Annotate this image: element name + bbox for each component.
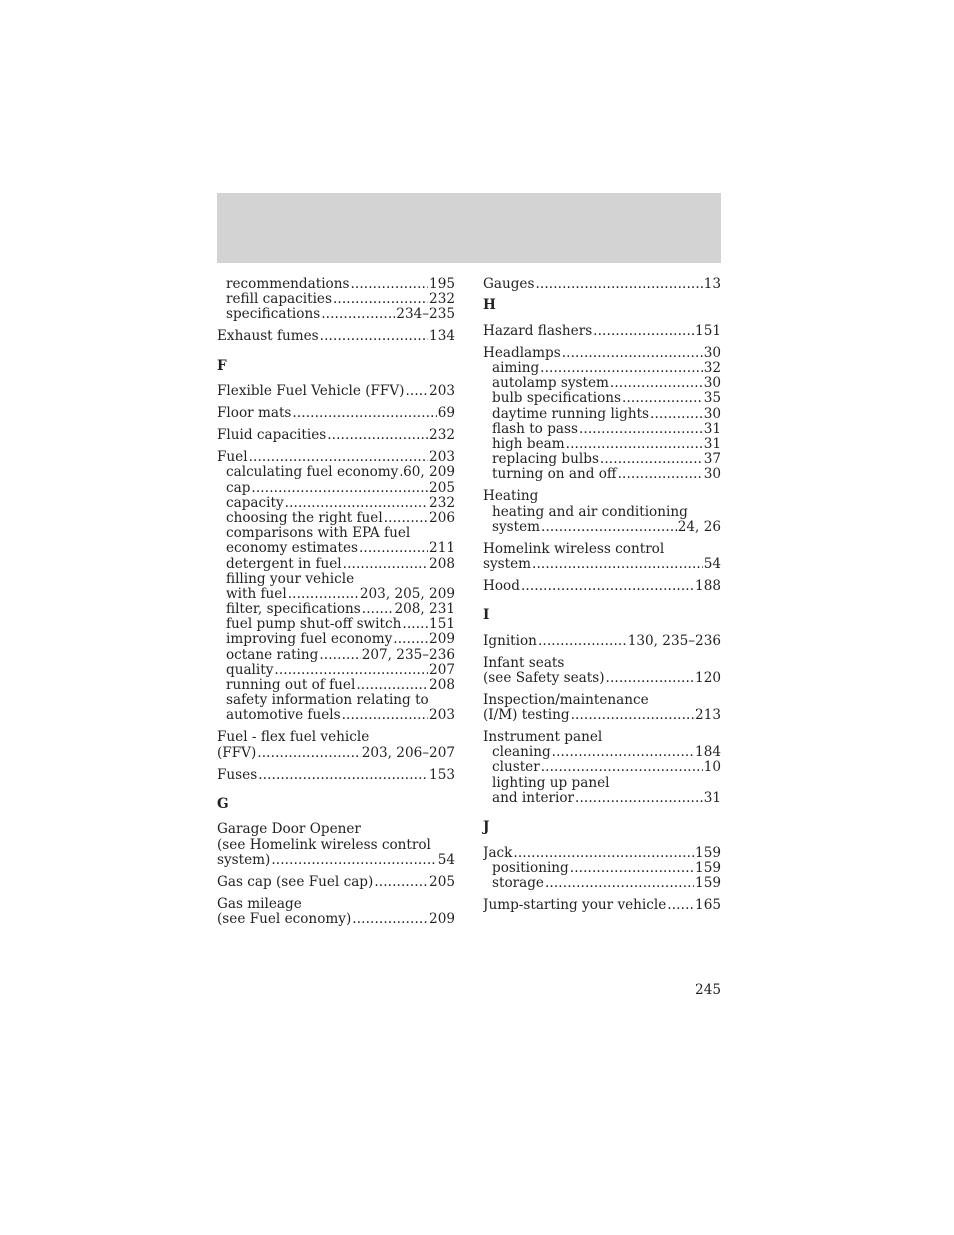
index-term: Gas mileage [217, 896, 302, 912]
index-entry [483, 730, 721, 806]
index-entry [217, 384, 455, 399]
index-entry [483, 634, 721, 649]
page-ref: 207, 235–236 [361, 647, 455, 663]
page-ref: 159 [695, 845, 721, 861]
index-line [483, 861, 721, 876]
index-term: Gas cap (see Fuel cap) [217, 874, 374, 890]
page-ref: 31 [703, 421, 721, 437]
index-line [217, 853, 455, 868]
index-entry [217, 450, 455, 723]
dot-leader [362, 602, 394, 617]
index-term: daytime running lights [492, 406, 650, 422]
page-ref: 30 [703, 406, 721, 422]
page-ref: 207 [429, 662, 455, 678]
index-term: Instrument panel [483, 730, 603, 746]
index-term: and interior [492, 790, 575, 806]
dot-leader [552, 745, 694, 760]
index-term: recommendations [226, 277, 350, 292]
index-line [483, 324, 721, 339]
index-line [483, 407, 721, 422]
dot-leader [618, 467, 703, 482]
index-term: Fluid capacities [217, 428, 327, 444]
dot-leader [566, 437, 703, 452]
index-line [217, 428, 455, 443]
dot-leader [593, 324, 694, 339]
dot-leader [579, 422, 703, 437]
index-line [217, 541, 455, 556]
index-line [483, 579, 721, 594]
page-ref: 10 [703, 760, 721, 776]
dot-leader [258, 768, 428, 783]
dot-leader [650, 407, 703, 422]
dot-leader [257, 746, 360, 761]
page-ref: 184 [695, 745, 721, 761]
index-term: Exhaust fumes [217, 329, 319, 345]
index-line [483, 671, 721, 686]
index-term: Inspection/maintenance [483, 692, 649, 708]
section-letter: H [483, 297, 496, 314]
page-ref: 232 [429, 428, 455, 444]
page-ref: 54 [437, 852, 455, 868]
index-term: comparisons with EPA fuel [226, 526, 411, 542]
page-ref: 205 [429, 480, 455, 496]
index-entry [483, 489, 721, 535]
index-term: Headlamps [483, 345, 561, 361]
index-term: heating and air conditioning [492, 504, 688, 520]
dot-leader [356, 678, 428, 693]
page-ref: 130, 235–236 [627, 633, 721, 649]
index-line [217, 693, 455, 708]
page-ref: 203 [429, 708, 455, 724]
index-term: quality [226, 662, 274, 678]
index-line [483, 708, 721, 723]
page-ref: 151 [429, 617, 455, 633]
index-term: cleaning [492, 745, 551, 761]
index-line [217, 465, 455, 480]
index-term: Floor mats [217, 406, 292, 422]
index-line [483, 467, 721, 482]
dot-leader [540, 361, 703, 376]
index-term: (see Fuel economy) [217, 911, 352, 927]
index-term: refill capacities [226, 292, 332, 308]
dot-leader [667, 898, 694, 913]
page-ref: 213 [695, 708, 721, 724]
page-ref: 232 [429, 292, 455, 308]
index-line [217, 406, 455, 421]
dot-leader [288, 587, 359, 602]
dot-leader [352, 912, 428, 927]
index-term: Fuel - flex fuel vehicle [217, 730, 370, 746]
index-entry [483, 898, 721, 913]
page-ref: 60, 209 [403, 465, 455, 481]
index-line [217, 526, 455, 541]
index-term: storage [492, 876, 544, 892]
index-entry [217, 277, 455, 323]
index-entry [217, 329, 455, 344]
index-line [217, 708, 455, 723]
page-ref: 206 [429, 510, 455, 526]
page-ref: 165 [695, 898, 721, 914]
index-term: lighting up panel [492, 775, 610, 791]
index-column-right [483, 277, 721, 913]
index-line [217, 768, 455, 783]
index-term: detergent in fuel [226, 556, 342, 572]
index-entry [217, 768, 455, 783]
index-entry [217, 875, 455, 890]
index-line [217, 875, 455, 890]
index-line [217, 678, 455, 693]
dot-leader [292, 406, 436, 421]
index-term: filling your vehicle [226, 571, 355, 587]
index-line [217, 602, 455, 617]
page-number: 245 [695, 982, 721, 998]
index-term: high beam [492, 436, 565, 452]
index-line [217, 897, 455, 912]
index-line [483, 391, 721, 406]
dot-leader [319, 648, 360, 663]
index-line [217, 838, 455, 853]
index-term: (FFV) [217, 745, 257, 761]
index-term: autolamp system [492, 376, 609, 392]
dot-leader [571, 708, 694, 723]
dot-leader [575, 791, 703, 806]
dot-leader [333, 292, 428, 307]
dot-leader [342, 708, 428, 723]
index-term: Ignition [483, 633, 537, 649]
page-ref: 234–235 [396, 307, 455, 323]
page-ref: 69 [437, 406, 455, 422]
index-entry [483, 579, 721, 594]
dot-leader [321, 307, 395, 322]
index-line [483, 730, 721, 745]
index-term: bulb specifications [492, 391, 622, 407]
index-line [483, 277, 721, 292]
index-line [483, 376, 721, 391]
index-line [483, 898, 721, 913]
index-term: octane rating [226, 647, 319, 663]
dot-leader [343, 557, 428, 572]
index-entry [483, 693, 721, 723]
page-ref: 31 [703, 436, 721, 452]
dot-leader [374, 875, 428, 890]
index-line [217, 307, 455, 322]
page-ref: 203, 205, 209 [359, 586, 455, 602]
index-line [483, 634, 721, 649]
index-term: Garage Door Opener [217, 822, 361, 838]
page-ref: 208, 231 [394, 602, 455, 618]
index-line [483, 846, 721, 861]
index-entry [217, 730, 455, 760]
dot-leader [521, 579, 694, 594]
page-ref: 153 [429, 767, 455, 783]
index-line [483, 791, 721, 806]
dot-leader [606, 671, 695, 686]
page-ref: 159 [695, 860, 721, 876]
index-line [483, 776, 721, 791]
page-ref: 203 [429, 450, 455, 466]
page-ref: 205 [429, 874, 455, 890]
section-letter: I [483, 607, 490, 624]
index-line [483, 876, 721, 891]
index-term: aiming [492, 361, 540, 377]
index-term: system) [217, 852, 271, 868]
page-ref: 35 [703, 391, 721, 407]
index-line [217, 572, 455, 587]
index-term: system [492, 519, 541, 535]
dot-leader [384, 511, 428, 526]
index-line [217, 481, 455, 496]
index-term: system [483, 556, 532, 572]
index-term: calculating fuel economy [226, 465, 399, 481]
index-line [217, 329, 455, 344]
index-line [483, 452, 721, 467]
index-term: positioning [492, 860, 569, 876]
dot-leader [513, 846, 694, 861]
index-entry [217, 428, 455, 443]
page-ref: 32 [703, 361, 721, 377]
index-term: turning on and off [492, 467, 617, 483]
dot-leader [359, 541, 428, 556]
index-term: flash to pass [492, 421, 578, 437]
dot-leader [532, 557, 703, 572]
index-line [483, 346, 721, 361]
dot-leader [271, 853, 436, 868]
index-line [483, 542, 721, 557]
page-ref: 151 [695, 323, 721, 339]
index-term: improving fuel economy [226, 632, 393, 648]
index-line [217, 617, 455, 632]
dot-leader [562, 346, 703, 361]
dot-leader [405, 384, 428, 399]
page-ref: 209 [429, 632, 455, 648]
page-ref: 208 [429, 556, 455, 572]
index-line [217, 292, 455, 307]
index-line [483, 422, 721, 437]
index-entry [483, 542, 721, 572]
index-term: Gauges [483, 277, 535, 292]
dot-leader [320, 329, 428, 344]
index-term: Infant seats [483, 655, 565, 671]
page-ref: 37 [703, 452, 721, 468]
index-term: safety information relating to [226, 693, 429, 709]
index-term: fuel pump shut-off switch [226, 617, 402, 633]
index-term: capacity [226, 495, 284, 511]
index-line [483, 437, 721, 452]
index-term: Hazard flashers [483, 323, 593, 339]
index-column-left [217, 277, 455, 927]
page-ref: 24, 26 [677, 519, 721, 535]
index-term: (see Homelink wireless control [217, 837, 431, 853]
dot-leader [393, 632, 428, 647]
index-line [217, 450, 455, 465]
index-line [483, 745, 721, 760]
index-entry [483, 277, 721, 292]
index-term: automotive fuels [226, 708, 341, 724]
index-term: (I/M) testing [483, 708, 570, 724]
dot-leader [399, 465, 402, 480]
dot-leader [600, 452, 703, 467]
index-line [483, 489, 721, 504]
index-line [217, 663, 455, 678]
header-band [217, 193, 721, 263]
index-term: replacing bulbs [492, 452, 599, 468]
index-term: Jack [483, 845, 513, 861]
dot-leader [249, 450, 428, 465]
index-term: Fuses [217, 767, 258, 783]
dot-leader [350, 277, 428, 292]
page-ref: 209 [429, 911, 455, 927]
index-term: Heating [483, 489, 539, 505]
page-ref: 13 [703, 277, 721, 292]
index-term: filter, specifications [226, 602, 361, 618]
index-line [483, 361, 721, 376]
dot-leader [402, 617, 428, 632]
page-ref: 159 [695, 876, 721, 892]
index-term: Jump-starting your vehicle [483, 898, 667, 914]
section-letter: J [483, 819, 490, 836]
index-entry [483, 324, 721, 339]
index-line [217, 912, 455, 927]
page-ref: 54 [703, 556, 721, 572]
dot-leader [327, 428, 428, 443]
page-ref: 208 [429, 678, 455, 693]
index-term: running out of fuel [226, 678, 356, 693]
index-line [483, 505, 721, 520]
index-entry [217, 406, 455, 421]
index-line [217, 587, 455, 602]
page-ref: 134 [429, 329, 455, 345]
index-line [217, 496, 455, 511]
index-entry [483, 346, 721, 483]
page-ref: 211 [429, 541, 455, 557]
index-line [217, 632, 455, 647]
page-ref: 120 [695, 670, 721, 686]
page-ref: 203 [429, 384, 455, 400]
section-letter: G [217, 795, 229, 812]
index-line [217, 822, 455, 837]
page-ref: 30 [703, 376, 721, 392]
page-ref: 30 [703, 467, 721, 483]
dot-leader [285, 496, 428, 511]
index-term: cap [226, 480, 251, 496]
page-ref: 195 [429, 277, 455, 292]
index-term: economy estimates [226, 541, 358, 557]
index-line [217, 277, 455, 292]
dot-leader [274, 663, 428, 678]
index-line [217, 746, 455, 761]
dot-leader [541, 520, 677, 535]
page-ref: 203, 206–207 [361, 745, 455, 761]
index-line [483, 693, 721, 708]
index-entry [483, 846, 721, 892]
index-line [217, 557, 455, 572]
index-line [217, 384, 455, 399]
index-line [483, 557, 721, 572]
index-entry [217, 897, 455, 927]
dot-leader [610, 376, 703, 391]
index-term: cluster [492, 760, 540, 776]
index-term: Hood [483, 578, 520, 594]
page-ref: 232 [429, 495, 455, 511]
index-term: choosing the right fuel [226, 510, 383, 526]
index-term: Fuel [217, 450, 248, 466]
page-ref: 31 [703, 790, 721, 806]
index-line [217, 511, 455, 526]
section-letter: F [217, 357, 227, 374]
index-term: specifications [226, 307, 321, 323]
dot-leader [570, 861, 694, 876]
index-entry [483, 656, 721, 686]
page-ref: 30 [703, 345, 721, 361]
dot-leader [545, 876, 694, 891]
index-line [217, 730, 455, 745]
index-entry [217, 822, 455, 868]
index-line [217, 648, 455, 663]
index-term: (see Safety seats) [483, 670, 605, 686]
dot-leader [622, 391, 703, 406]
index-term: with fuel [226, 586, 287, 602]
dot-leader [541, 760, 703, 775]
index-line [483, 520, 721, 535]
page-ref: 188 [695, 578, 721, 594]
index-line [483, 760, 721, 775]
dot-leader [535, 277, 702, 292]
dot-leader [251, 481, 428, 496]
index-term: Flexible Fuel Vehicle (FFV) [217, 384, 405, 400]
dot-leader [538, 634, 627, 649]
index-term: Homelink wireless control [483, 541, 665, 557]
index-line [483, 656, 721, 671]
